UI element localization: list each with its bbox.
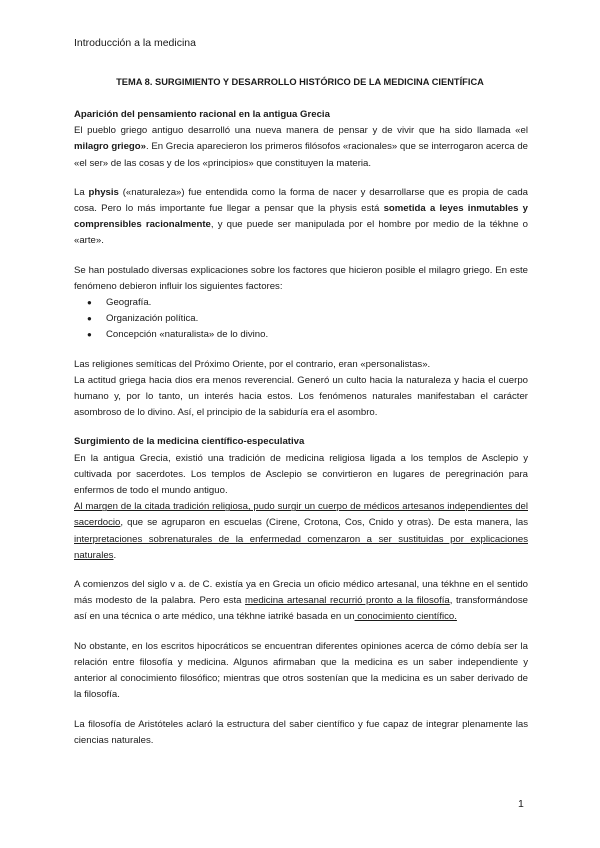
text-run: , y que puede ser manipulada por el hombre por medio de la tékhne o «arte». <box>74 219 528 247</box>
chapter-title: TEMA 8. SURGIMIENTO Y DESARROLLO HISTÓRICO DE LA MEDICINA CIENTÍFICA <box>116 77 484 87</box>
text-run: A comienzos del siglo v a. de C. existía ya en Grecia un oficio médico artesanal, una tékhne en el sentido más modesto de la palabra. Pero esta <box>74 579 528 607</box>
spacer <box>74 250 528 263</box>
paragraph-milagro <box>74 123 528 172</box>
paragraph-physis <box>74 185 528 250</box>
list-item: ● Geografía. <box>74 295 528 311</box>
text-run: , que se agruparon en escuelas (Cirene, Crotona, Cos, Cnido y otras). De esta manera, las <box>120 517 528 529</box>
list-item: ● Concepción «naturalista» de lo divino. <box>74 327 528 343</box>
section-heading-medicine: Surgimiento de la medicina científico-especulativa <box>74 436 305 448</box>
paragraph-asclepio: En la antigua Grecia, existió una tradición de medicina religiosa ligada a los templos de Asclepio y cultivada por sacerdotes. Los templos de Asclepio se convirtieron en lugares de peregrinación para enfermos de todo el mundo antiguo. <box>74 452 528 497</box>
spacer <box>74 344 528 357</box>
spacer <box>74 704 528 717</box>
paragraph-tekhne <box>74 577 528 626</box>
spacer <box>74 626 528 639</box>
text-run: . <box>113 549 117 561</box>
factor-list <box>74 295 528 344</box>
paragraph-attitude: La actitud griega hacia dios era menos reverencial. Generó un culto hacia la naturaleza y hacia el cuerpo humano y, por lo tanto, un interés hacia estos. Los fenómenos naturales manifestaban el carácter asombroso de lo divino. Así, el principio de la sabiduría era el asombro. <box>74 374 528 419</box>
text-run: . En Grecia aparecieron los primeros filósofos «racionales» que se interrogaron acerca de «el ser» de las cosas y de los «principios» que constituyen la materia. <box>74 141 528 169</box>
paragraph-aristoteles: La filosofía de Aristóteles aclaró la estructura del saber científico y fue capaz de integrar plenamente las ciencias naturales. <box>74 718 528 746</box>
list-item: ● Organización política. <box>74 311 528 327</box>
underlined-text: interpretaciones sobrenaturales de la enfermedad comenzaron a ser sustituidas por explicaciones naturales <box>74 533 528 561</box>
paragraph-artesanos <box>74 499 528 564</box>
text-run: , transformándose así en una técnica o arte médico, una tékhne iatriké basada en un <box>74 595 528 623</box>
text-run: La <box>74 186 89 198</box>
section-heading-greece: Aparición del pensamiento racional en la antigua Grecia <box>74 109 330 120</box>
running-header: Introducción a la medicina <box>74 37 196 49</box>
paragraph-religions: Las religiones semíticas del Próximo Oriente, por el contrario, eran «personalistas». <box>74 358 431 370</box>
spacer <box>74 421 528 434</box>
paragraph-factors: Se han postulado diversas explicaciones sobre los factores que hicieron posible el milagro griego. En este fenómeno debieron influir los siguientes factores: <box>74 264 528 292</box>
paragraph-hipocraticos: No obstante, en los escritos hipocráticos se encuentran diferentes opiniones acerca de cómo debía ser la relación entre filosofía y medicina. Algunos afirmaban que la medicina es un saber independiente y anterior al conocimiento filosófico; mientras que otros sostenían que la medicina es un saber derivado de la filosofía. <box>74 640 528 701</box>
underlined-text: conocimiento científico. <box>354 611 457 623</box>
underlined-text: Al margen de la citada tradición religiosa, pudo surgir un cuerpo de médicos artesanos independientes del sacerdocio <box>74 501 528 529</box>
underlined-text: medicina artesanal recurrió pronto a la filosofía <box>245 595 450 607</box>
page-number: 1 <box>518 798 524 810</box>
spacer <box>74 172 528 185</box>
text-run: El pueblo griego antiguo desarrolló una nueva manera de pensar y de vivir que ha sido llamada «el <box>74 125 528 137</box>
bold-term-leyes: sometida a leyes inmutables y comprensibles racionalmente <box>74 203 528 231</box>
spacer <box>74 564 528 577</box>
bold-term-milagro: milagro griego» <box>74 141 146 153</box>
document-body <box>74 107 528 749</box>
text-run: («naturaleza») fue entendida como la forma de nacer y desarrollarse que es propia de cada cosa. Pero lo más importante fue llegar a pensar que la physis está <box>74 186 528 215</box>
bold-term-physis: physis <box>88 186 119 198</box>
